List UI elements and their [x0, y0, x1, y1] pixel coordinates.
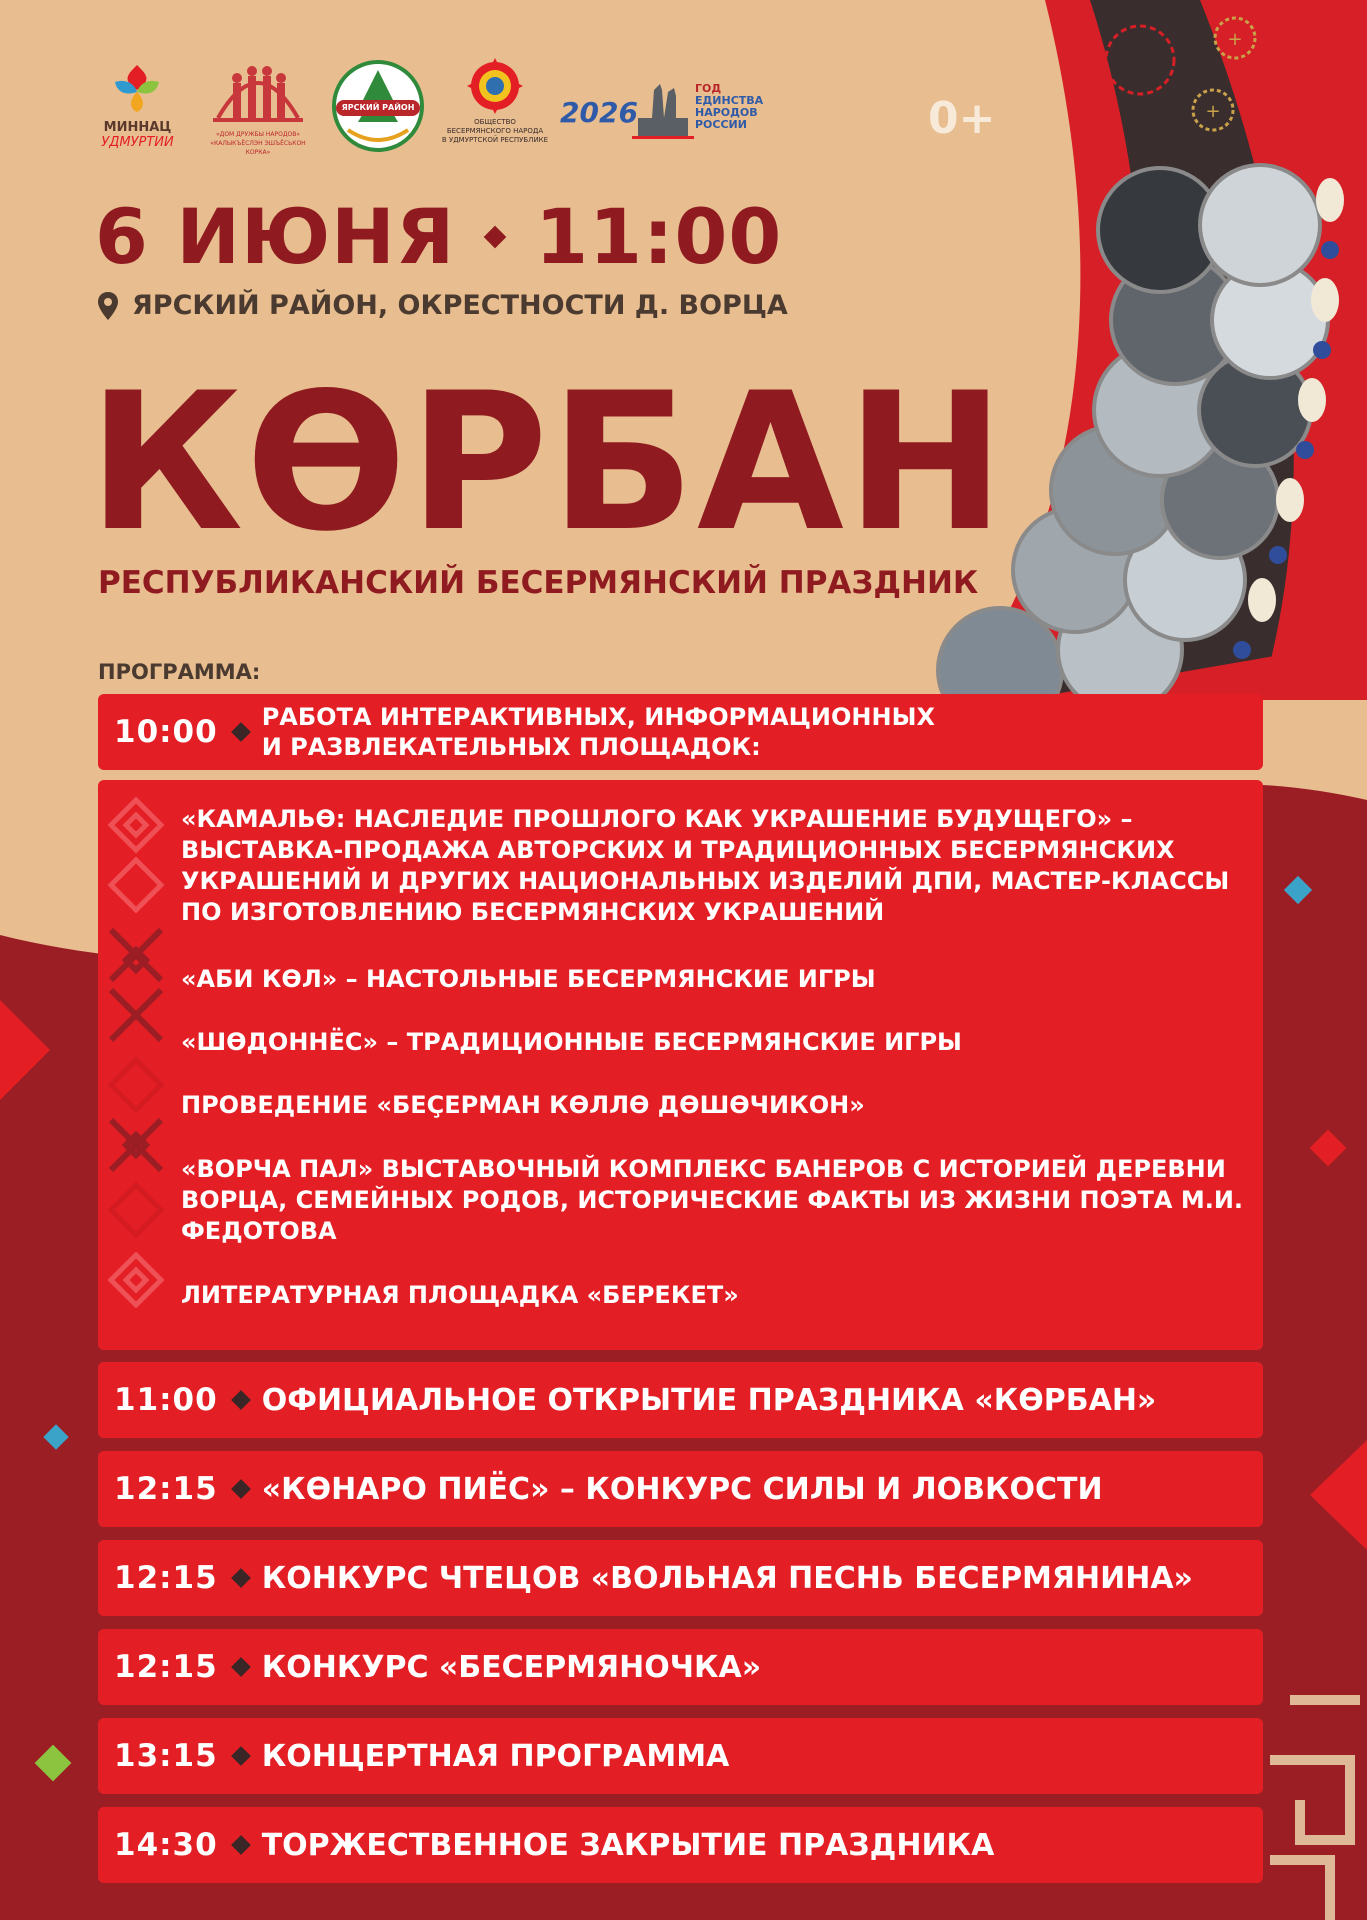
program-row: [98, 1807, 1263, 1883]
program-row: [98, 1362, 1263, 1438]
event-title: КӨРБАН: [88, 352, 1007, 573]
program-text: КОНКУРС ЧТЕЦОВ «ВОЛЬНАЯ ПЕСНЬ БЕСЕРМЯНИНА»: [261, 1560, 1193, 1596]
event-location: [98, 290, 788, 321]
event-time: 11:00: [535, 192, 783, 281]
age-rating: 0+: [928, 93, 996, 144]
diamond-bullet-icon: [231, 1479, 251, 1499]
svg-text:+: +: [1227, 29, 1243, 50]
flower-logo-icon: [107, 60, 167, 115]
minnats-caption: МИННАЦ УДМУРТИИ: [101, 120, 174, 150]
program-time: 13:15: [114, 1738, 218, 1774]
program-row-first: [98, 694, 1263, 770]
activity-item: ЛИТЕРАТУРНАЯ ПЛОЩАДКА «БЕРЕКЕТ»: [181, 1281, 739, 1309]
location-text: ЯРСКИЙ РАЙОН, ОКРЕСТНОСТИ Д. ВОРЦА: [132, 290, 788, 321]
year-2026: 2026: [560, 96, 638, 129]
unity-year-logo: [560, 78, 764, 148]
program-time: 10:00: [114, 714, 218, 750]
program-text: КОНКУРС «БЕСЕРМЯНОЧКА»: [261, 1649, 762, 1685]
program-time: 12:15: [114, 1560, 218, 1596]
event-date-time: [95, 192, 782, 281]
activity-item: «ШӨДОННЁС» – ТРАДИЦИОННЫЕ БЕСЕРМЯНСКИЕ ИГРЫ: [181, 1028, 962, 1056]
program-text: КОНЦЕРТНАЯ ПРОГРАММА: [261, 1738, 730, 1774]
program-time: 12:15: [114, 1471, 218, 1507]
minnats-logo: [95, 60, 180, 155]
diamond-bullet-icon: [231, 1835, 251, 1855]
program-text: «КӨНАРО ПИЁС» – КОНКУРС СИЛЫ И ЛОВКОСТИ: [261, 1471, 1103, 1507]
diamond-bullet-icon: [231, 1746, 251, 1766]
event-date: 6 ИЮНЯ: [95, 192, 456, 281]
ornament-pattern-icon: [106, 790, 166, 1340]
program-row: [98, 1629, 1263, 1705]
diamond-separator-icon: [484, 225, 507, 248]
program-time: 14:30: [114, 1827, 218, 1863]
sun-ornament-icon: [467, 58, 523, 114]
unity-year-caption: ГОД ЕДИНСТВА НАРОДОВ РОССИИ: [695, 82, 764, 131]
event-subtitle: РЕСПУБЛИКАНСКИЙ БЕСЕРМЯНСКИЙ ПРАЗДНИК: [98, 565, 979, 601]
activity-item: «ВОРЧА ПАЛ» ВЫСТАВОЧНЫЙ КОМПЛЕКС БАНЕРОВ С ИСТОРИЕЙ ДЕРЕВНИ ВОРЦА, СЕМЕЙНЫХ РОДОВ, ИСТОРИЧЕСКИЕ ФАКТЫ ИЗ ЖИЗНИ ПОЭТА М.И. ФЕДОТОВА: [181, 1155, 1244, 1245]
svg-text:+: +: [1205, 101, 1221, 122]
friendship-house-logo: [203, 58, 313, 158]
activities-block: [98, 780, 1263, 1350]
diamond-bullet-icon: [231, 722, 251, 742]
community-caption: ОБЩЕСТВО БЕСЕРМЯНСКОГО НАРОДА В УДМУРТСКОЙ РЕСПУБЛИКЕ: [441, 118, 549, 144]
activity-item: «АБИ КӨЛ» – НАСТОЛЬНЫЕ БЕСЕРМЯНСКИЕ ИГРЫ: [181, 965, 876, 993]
friendship-house-caption: «ДОМ ДРУЖБЫ НАРОДОВ» «КАЛЫКЪЁСЛЭН ЭШЪЁСЬКОН КОРКА»: [210, 131, 306, 156]
program-text: ТОРЖЕСТВЕННОЕ ЗАКРЫТИЕ ПРАЗДНИКА: [261, 1827, 995, 1863]
district-logo: [323, 60, 433, 155]
program-row: [98, 1718, 1263, 1794]
diamond-bullet-icon: [231, 1390, 251, 1410]
program-time: 12:15: [114, 1649, 218, 1685]
program-label: ПРОГРАММА:: [98, 660, 261, 684]
district-caption: ЯРСКИЙ РАЙОН: [341, 103, 415, 112]
diamond-bullet-icon: [231, 1657, 251, 1677]
location-pin-icon: [98, 292, 118, 320]
program-text: РАБОТА ИНТЕРАКТИВНЫХ, ИНФОРМАЦИОННЫХ И РАЗВЛЕКАТЕЛЬНЫХ ПЛОЩАДОК:: [261, 703, 935, 761]
program-text: ОФИЦИАЛЬНОЕ ОТКРЫТИЕ ПРАЗДНИКА «КӨРБАН»: [261, 1382, 1157, 1418]
program-row: [98, 1540, 1263, 1616]
program-time: 11:00: [114, 1382, 218, 1418]
partner-logos: [95, 58, 775, 158]
activity-item: «КАМАЛЬӨ: НАСЛЕДИЕ ПРОШЛОГО КАК УКРАШЕНИЕ БУДУЩЕГО» – ВЫСТАВКА-ПРОДАЖА АВТОРСКИХ И ТРАДИЦИОННЫХ БЕСЕРМЯНСКИХ УКРАШЕНИЙ И ДРУГИХ НАЦИОНАЛЬНЫХ ИЗДЕЛИЙ ДПИ, МАСТЕР-КЛАССЫ ПО ИЗГОТОВЛЕНИЮ БЕСЕРМЯНСКИХ УКРАШЕНИЙ: [181, 805, 1230, 926]
people-arch-icon: [213, 58, 303, 128]
program-row: [98, 1451, 1263, 1527]
monument-icon: [632, 78, 694, 140]
activity-item: ПРОВЕДЕНИЕ «БЕҪЕРМАН КӨЛЛӨ ДӨШӨЧИКОН»: [181, 1091, 865, 1119]
diamond-bullet-icon: [231, 1568, 251, 1588]
community-logo: [425, 58, 565, 158]
